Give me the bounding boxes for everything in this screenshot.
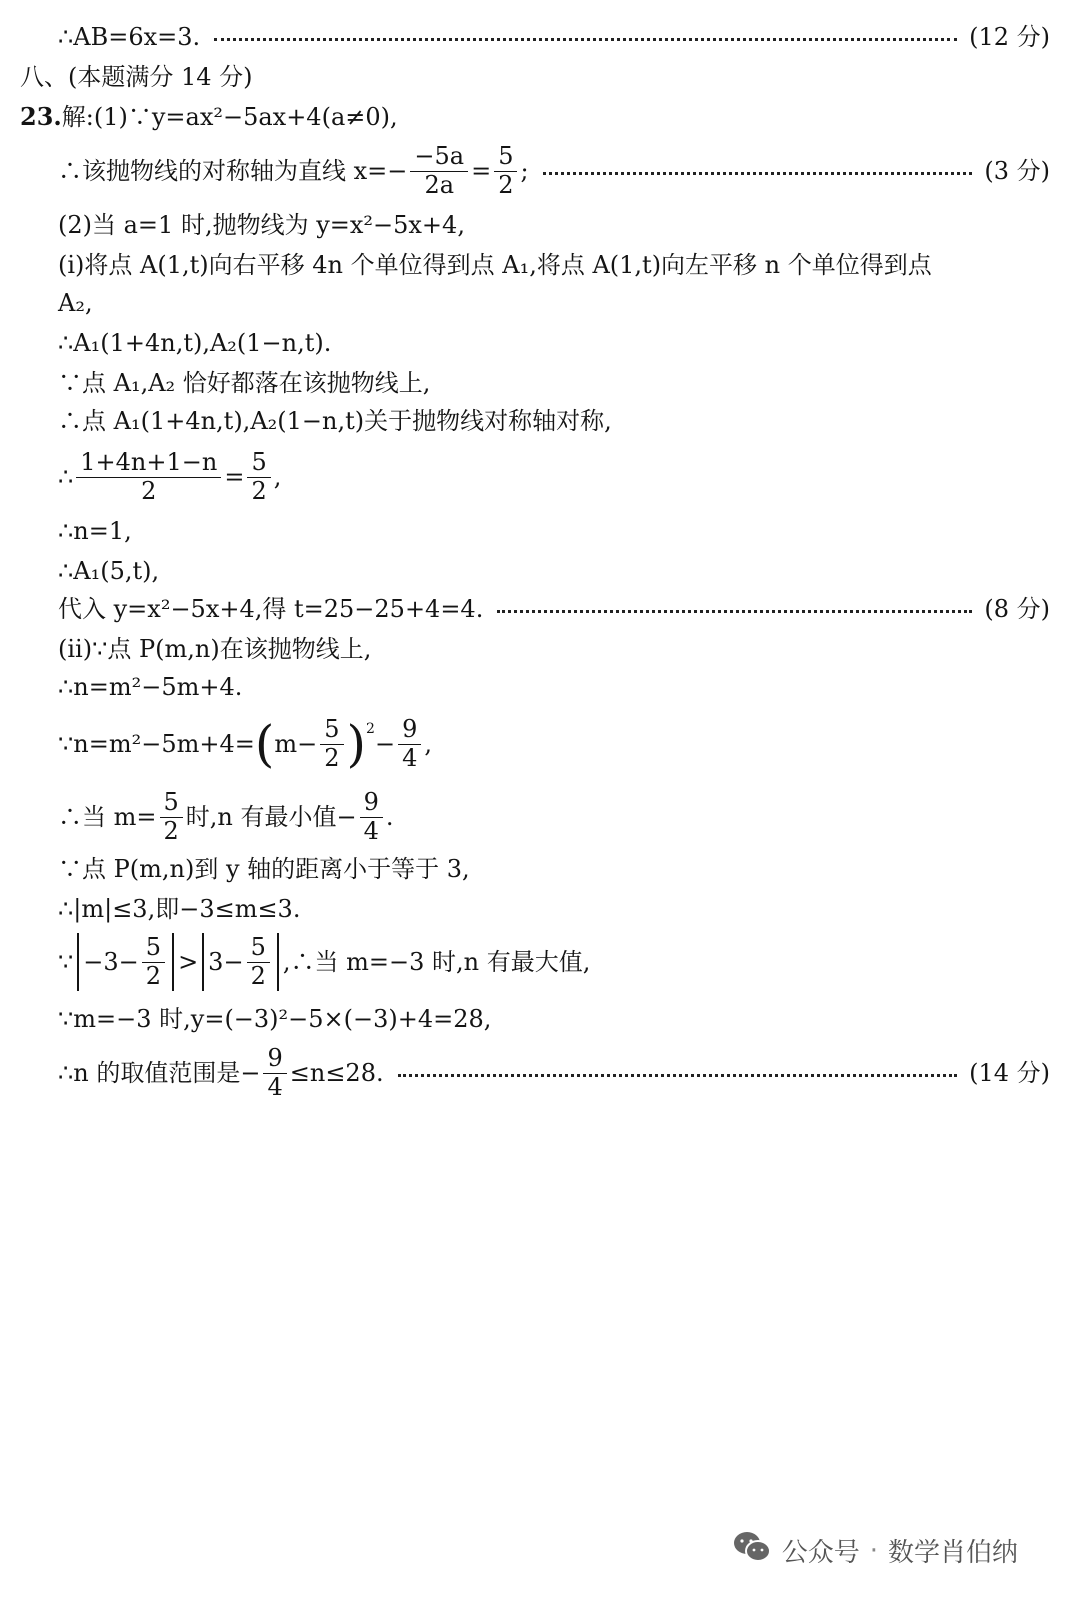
watermark-separator: · bbox=[869, 1535, 878, 1566]
line-text: ∴A₁(1+4n,t),A₂(1−n,t). bbox=[58, 329, 332, 357]
line-text: ∴|m|≤3,即−3≤m≤3. bbox=[58, 895, 301, 923]
vertex-line bbox=[58, 712, 1050, 776]
abs-bar bbox=[172, 933, 174, 991]
min-line bbox=[58, 786, 1050, 848]
fraction bbox=[247, 449, 270, 505]
exponent: 2 bbox=[366, 721, 375, 737]
numerator: 9 bbox=[398, 716, 421, 745]
line-text: ,∴当 m=−3 时,n 有最大值, bbox=[282, 948, 591, 976]
line-text: 3− bbox=[208, 948, 244, 976]
range-line bbox=[58, 1042, 1050, 1104]
fraction bbox=[263, 1045, 286, 1101]
fraction bbox=[247, 934, 270, 990]
section-heading bbox=[20, 62, 1050, 92]
numerator: 9 bbox=[263, 1045, 286, 1074]
line-text: ∵点 P(m,n)到 y 轴的距离小于等于 3, bbox=[58, 855, 470, 883]
line-ab bbox=[58, 22, 1050, 52]
part-ii-line bbox=[58, 634, 1050, 664]
fraction bbox=[160, 789, 183, 845]
line-text: − bbox=[374, 730, 396, 758]
line-text: , bbox=[273, 463, 282, 491]
question-number: 23. bbox=[20, 102, 62, 131]
line-text: A₂, bbox=[58, 289, 93, 317]
paren: ( bbox=[254, 715, 275, 773]
midpoint-line bbox=[58, 446, 1050, 508]
numerator: −5a bbox=[410, 143, 468, 172]
score: (3 分) bbox=[984, 157, 1050, 185]
line-text: ∵n=m²−5m+4= bbox=[58, 730, 255, 758]
denominator: 2 bbox=[324, 743, 340, 772]
line-text: . bbox=[385, 803, 394, 831]
abs-bar bbox=[277, 933, 279, 991]
watermark bbox=[732, 1530, 1018, 1571]
part-i-line bbox=[58, 250, 1050, 280]
line-text: ∴该抛物线的对称轴为直线 x=− bbox=[58, 157, 408, 185]
watermark-account: 数学肖伯纳 bbox=[887, 1538, 1018, 1568]
abs-m-line bbox=[58, 894, 1050, 924]
abs-bar bbox=[202, 933, 204, 991]
line-text: ; bbox=[520, 157, 529, 185]
a1-line bbox=[58, 556, 1050, 586]
line-text: , bbox=[424, 730, 432, 758]
question-text: 解:(1)∵y=ax²−5ax+4(a≠0), bbox=[61, 103, 398, 131]
question-start bbox=[20, 102, 1050, 132]
line-text: ∴n 的取值范围是− bbox=[58, 1059, 261, 1087]
denominator: 2 bbox=[498, 170, 514, 199]
line-text: ∵m=−3 时,y=(−3)²−5×(−3)+4=28, bbox=[58, 1005, 492, 1033]
fraction bbox=[410, 143, 468, 199]
line-text: ∴n=1, bbox=[58, 517, 132, 545]
fraction bbox=[320, 716, 343, 772]
max-line bbox=[58, 1004, 1050, 1034]
n-eq-line bbox=[58, 516, 1050, 546]
line-text: (ⅰ)将点 A(1,t)向右平移 4n 个单位得到点 A₁,将点 A(1,t)向左平移 n 个单位得到点 bbox=[58, 251, 932, 279]
denominator: 2 bbox=[250, 961, 266, 990]
line-text: (2)当 a=1 时,抛物线为 y=x²−5x+4, bbox=[58, 211, 465, 239]
axis-line bbox=[58, 140, 1050, 202]
paren: ) bbox=[346, 715, 367, 773]
part2-line bbox=[58, 210, 1050, 240]
line-text: (ⅱ)∵点 P(m,n)在该抛物线上, bbox=[58, 635, 372, 663]
compare-line bbox=[58, 930, 1050, 994]
fraction bbox=[142, 934, 165, 990]
part-i-line-cont bbox=[58, 288, 1050, 318]
substitute-line bbox=[58, 594, 1050, 624]
denominator: 4 bbox=[402, 743, 418, 772]
denominator: 2 bbox=[251, 476, 267, 505]
coords-line bbox=[58, 328, 1050, 358]
numerator: 5 bbox=[247, 449, 270, 478]
line-text: m− bbox=[274, 730, 318, 758]
line-text: ≤n≤28. bbox=[289, 1059, 384, 1087]
on-parabola-line bbox=[58, 368, 1050, 398]
fraction bbox=[360, 789, 383, 845]
line-text: ∴n=m²−5m+4. bbox=[58, 673, 243, 701]
score: (12 分) bbox=[969, 23, 1050, 51]
numerator: 5 bbox=[494, 143, 517, 172]
line-text: ∴AB=6x=3. bbox=[58, 23, 201, 51]
denominator: 4 bbox=[267, 1072, 283, 1101]
numerator: 5 bbox=[142, 934, 165, 963]
section-heading-text: 八、(本题满分 14 分) bbox=[20, 63, 253, 91]
numerator: 1+4n+1−n bbox=[76, 449, 221, 478]
abs-bar bbox=[77, 933, 79, 991]
fraction bbox=[494, 143, 517, 199]
denominator: 4 bbox=[363, 816, 379, 845]
fraction bbox=[398, 716, 421, 772]
line-text: 时,n 有最小值− bbox=[185, 803, 357, 831]
equals: = bbox=[224, 463, 245, 491]
score: (14 分) bbox=[969, 1059, 1050, 1087]
dot-leader bbox=[398, 1074, 958, 1077]
wechat-icon bbox=[732, 1530, 772, 1571]
line-text: ∵ bbox=[58, 948, 74, 976]
numerator: 5 bbox=[160, 789, 183, 818]
dot-leader bbox=[214, 38, 957, 41]
line-text: ∴ bbox=[58, 463, 74, 491]
denominator: 2 bbox=[145, 961, 162, 990]
fraction bbox=[76, 449, 221, 505]
watermark-label: 公众号 bbox=[781, 1538, 860, 1568]
line-text: ∵点 A₁,A₂ 恰好都落在该抛物线上, bbox=[58, 369, 431, 397]
line-text: 代入 y=x²−5x+4,得 t=25−25+4=4. bbox=[58, 595, 484, 623]
denominator: 2 bbox=[163, 816, 179, 845]
line-text: ∴当 m= bbox=[58, 803, 157, 831]
symmetric-line bbox=[58, 406, 1050, 436]
denominator: 2 bbox=[141, 476, 157, 505]
score: (8 分) bbox=[984, 595, 1050, 623]
greater-than: > bbox=[178, 948, 199, 976]
line-text: −3− bbox=[83, 948, 139, 976]
n-expr-line bbox=[58, 672, 1050, 702]
dot-leader bbox=[543, 172, 973, 175]
dot-leader bbox=[497, 610, 972, 613]
line-text: ∴点 A₁(1+4n,t),A₂(1−n,t)关于抛物线对称轴对称, bbox=[58, 407, 612, 435]
equals: = bbox=[471, 157, 492, 185]
denominator: 2a bbox=[424, 170, 455, 199]
numerator: 9 bbox=[360, 789, 383, 818]
numerator: 5 bbox=[320, 716, 343, 745]
line-text: ∴A₁(5,t), bbox=[58, 557, 160, 585]
numerator: 5 bbox=[247, 934, 270, 963]
distance-line bbox=[58, 854, 1050, 884]
